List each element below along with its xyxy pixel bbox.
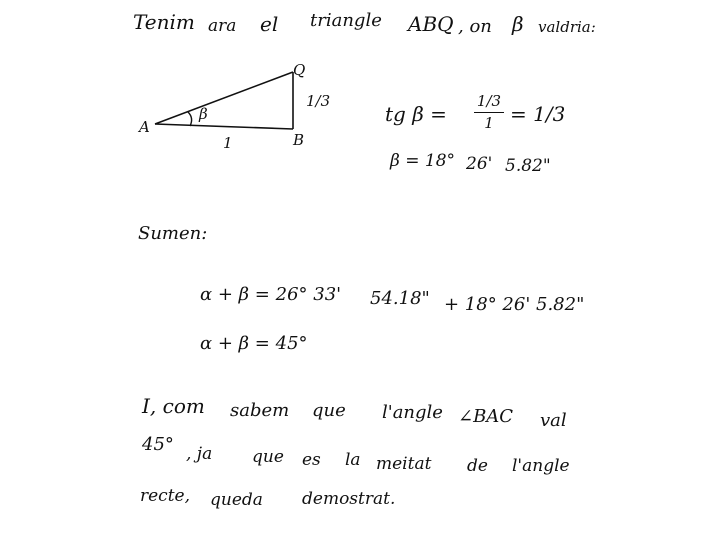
tangent-fraction-bar (474, 112, 504, 113)
intro-word-on: , on (458, 16, 492, 37)
tangent-lhs: tg β = (385, 102, 447, 126)
conclusion-l1-icom: I, com (142, 394, 205, 418)
sum-line1-addend: + 18° 26' 5.82" (444, 294, 585, 315)
conclusion-l2-la: la (345, 450, 361, 470)
conclusion-l2-es: es (302, 450, 321, 470)
angle-beta-label: β (199, 105, 208, 123)
intro-word-ara: ara (208, 16, 237, 36)
conclusion-l3-demostrat: demostrat. (302, 489, 396, 509)
vertex-q-label: Q (293, 61, 306, 79)
side-bq-label: 1/3 (306, 92, 331, 110)
intro-word-valdria: valdria: (538, 18, 596, 36)
intro-word-el: el (260, 12, 279, 36)
conclusion-l2-de: de (467, 456, 488, 476)
conclusion-l1-bac: ∠BAC (458, 406, 514, 427)
conclusion-l1-que: que (312, 400, 346, 421)
side-ab-label: 1 (223, 134, 233, 152)
intro-word-triangle: triangle (310, 10, 382, 31)
side-aq (155, 72, 293, 124)
tangent-numerator: 1/3 (476, 92, 502, 110)
conclusion-l3-queda: queda (210, 490, 263, 510)
tangent-denominator: 1 (484, 114, 494, 132)
conclusion-l2-meitat: meitat (376, 454, 432, 474)
intro-word-abq: ABQ (408, 12, 454, 36)
intro-beta: β (512, 12, 524, 36)
conclusion-l1-val: val (540, 410, 567, 431)
beta-value-degrees: β = 18° (390, 151, 456, 171)
sum-heading: Sumen: (138, 223, 208, 244)
sum-line1-lhs: α + β = 26° 33' (200, 284, 342, 305)
conclusion-l3-recte: recte, (140, 486, 191, 506)
angle-arc (188, 112, 192, 126)
sum-line1-seconds: 54.18" (370, 288, 430, 309)
conclusion-l2-langle: l'angle (512, 456, 570, 476)
beta-value-minutes: 26' (466, 154, 493, 174)
vertex-b-label: B (293, 131, 305, 149)
conclusion-l2-ja: , ja (186, 444, 213, 464)
intro-word-tenim: Tenim (133, 10, 195, 34)
conclusion-l2-45: 45° (142, 434, 174, 455)
conclusion-l2-que: que (252, 447, 284, 467)
beta-value-seconds: 5.82" (505, 156, 551, 176)
sum-line2: α + β = 45° (200, 333, 308, 354)
conclusion-l1-sabem: sabem (230, 400, 290, 421)
vertex-a-label: A (139, 118, 150, 136)
side-ab (155, 124, 293, 129)
tangent-rhs: = 1/3 (510, 102, 566, 126)
conclusion-l1-langle: l'angle (382, 402, 443, 423)
